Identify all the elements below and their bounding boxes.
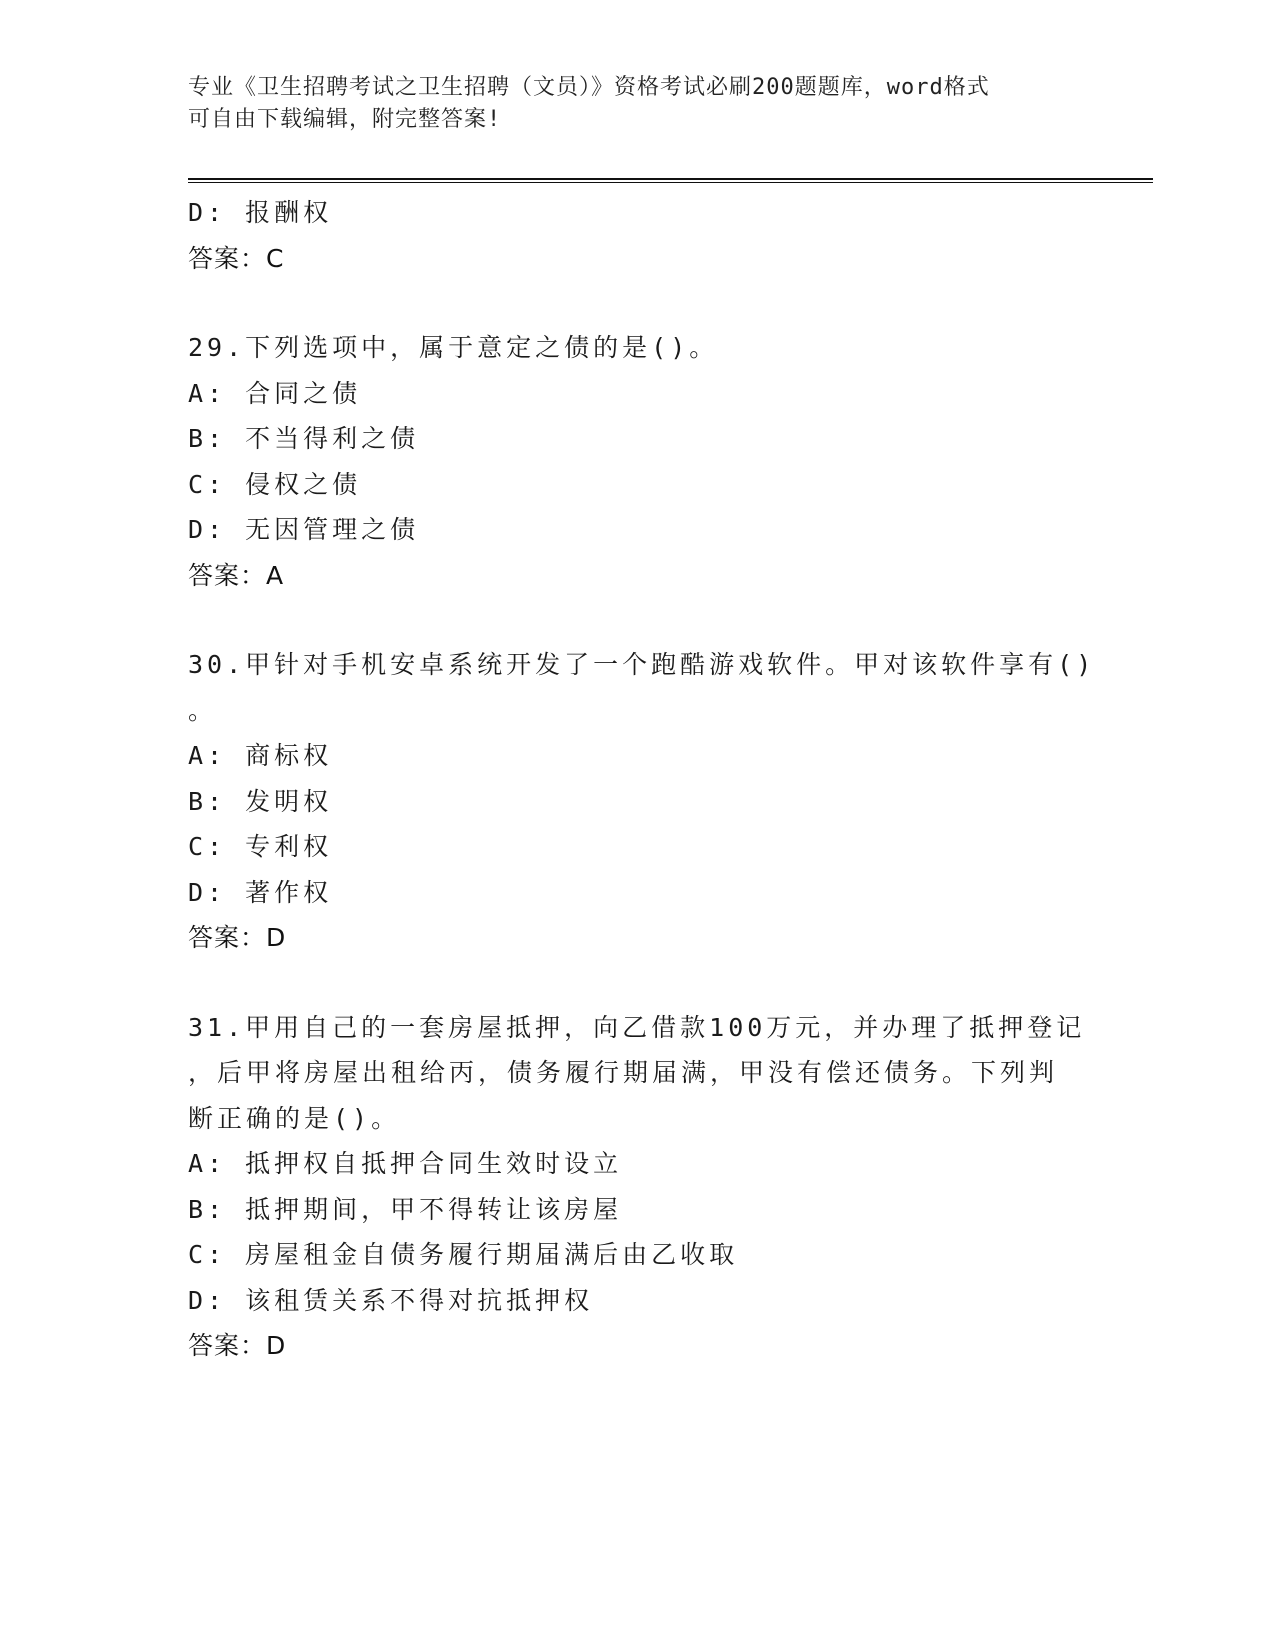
spacer <box>188 598 1088 642</box>
option-b: B: 不当得利之债 <box>188 424 420 453</box>
previous-question-tail <box>188 190 1088 281</box>
document-header <box>188 72 1068 136</box>
option-a: A: 合同之债 <box>188 378 362 408</box>
answer-line: 答案：D <box>188 1331 287 1360</box>
option-d: D: 报酬权 <box>188 198 333 227</box>
answer-line: 答案：D <box>188 923 287 952</box>
question-29 <box>188 325 1088 598</box>
answer-line: 答案：C <box>188 243 285 273</box>
option-c: C: 房屋租金自债务履行期届满后由乙收取 <box>188 1240 739 1269</box>
question-31 <box>188 1005 1088 1369</box>
question-stem-continuation: 断正确的是()。 <box>188 1103 401 1133</box>
answer-line: 答案：A <box>188 560 285 590</box>
option-a: A: 商标权 <box>188 741 333 770</box>
option-d: D: 著作权 <box>188 877 333 907</box>
question-stem-continuation: 。 <box>188 695 218 725</box>
header-title-line-1: 专业《卫生招聘考试之卫生招聘（文员）》资格考试必刷200题题库，word格式 <box>188 75 990 100</box>
option-b: B: 发明权 <box>188 786 333 816</box>
question-stem: 30.甲针对手机安卓系统开发了一个跑酷游戏软件。甲对该软件享有() <box>188 650 1096 679</box>
option-d: D: 该租赁关系不得对抗抵押权 <box>188 1285 594 1315</box>
option-a: A: 抵押权自抵押合同生效时设立 <box>188 1149 623 1178</box>
document-body <box>188 190 1096 1369</box>
option-d: D: 无因管理之债 <box>188 515 420 544</box>
question-stem: 29.下列选项中，属于意定之债的是()。 <box>188 333 719 362</box>
option-c: C: 侵权之债 <box>188 469 362 499</box>
option-b: B: 抵押期间，甲不得转让该房屋 <box>188 1194 623 1224</box>
spacer <box>188 961 1088 1005</box>
header-title-line-2: 可自由下载编辑，附完整答案! <box>188 107 502 132</box>
spacer <box>188 281 1088 325</box>
question-30 <box>188 642 1096 961</box>
question-stem: 31.甲用自己的一套房屋抵押，向乙借款100万元，并办理了抵押登记 <box>188 1012 1086 1042</box>
header-divider <box>188 178 1153 183</box>
question-stem-continuation: ，后甲将房屋出租给丙，债务履行期届满，甲没有偿还债务。下列判 <box>188 1058 1059 1087</box>
option-c: C: 专利权 <box>188 832 333 861</box>
